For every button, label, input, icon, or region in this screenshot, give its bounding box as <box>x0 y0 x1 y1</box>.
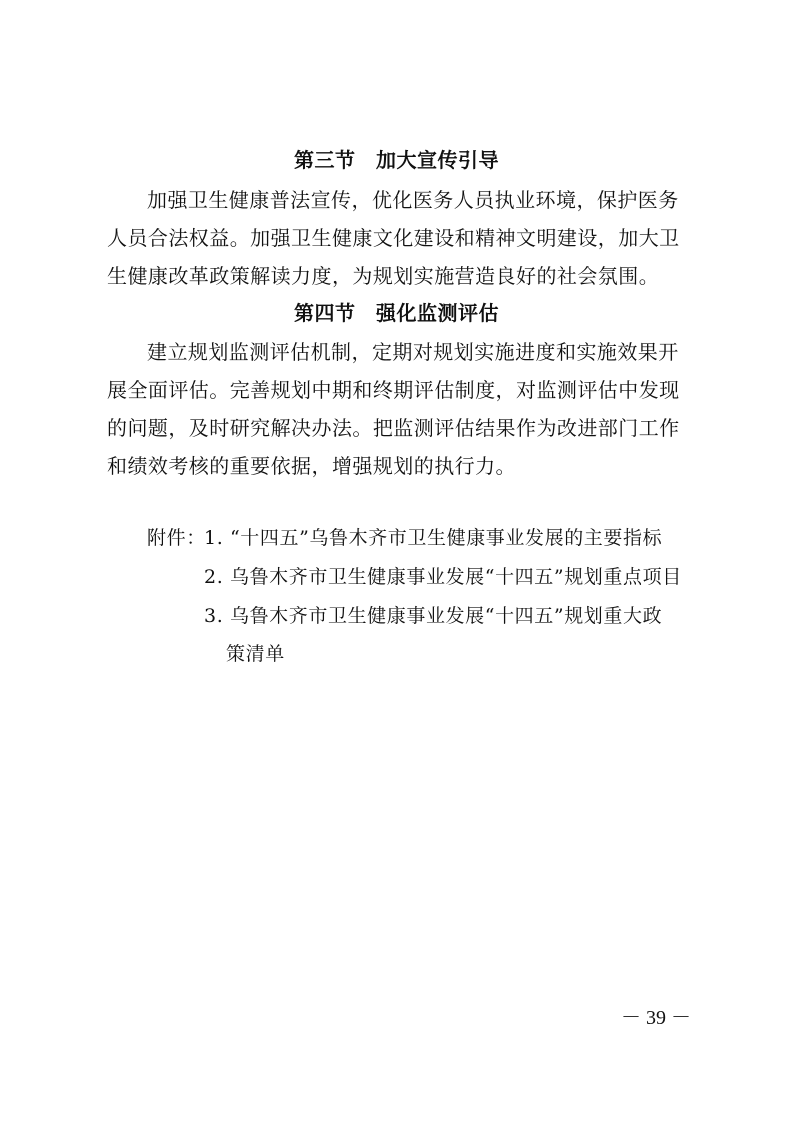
attachments-label: 附件： <box>147 527 206 549</box>
section-3-paragraph-line: 人员合法权益。加强卫生健康文化建设和精神文明建设，加大卫 <box>107 226 680 250</box>
section-3-paragraph-line: 生健康改革政策解读力度，为规划实施营造良好的社会氛围。 <box>107 264 660 288</box>
page-number: － 39 － <box>621 1007 691 1029</box>
attachment-item: 2. 乌鲁木齐市卫生健康事业发展“十四五”规划重点项目 <box>204 566 682 588</box>
section-3-paragraph-line: 加强卫生健康普法宣传，优化医务人员执业环境，保护医务 <box>147 188 679 212</box>
attachment-item: 1. “十四五”乌鲁木齐市卫生健康事业发展的主要指标 <box>204 527 663 549</box>
section-4-paragraph-line: 建立规划监测评估机制，定期对规划实施进度和实施效果开 <box>147 340 679 364</box>
attachment-item: 3. 乌鲁木齐市卫生健康事业发展“十四五”规划重大政 <box>204 605 663 627</box>
section-4-paragraph-line: 和绩效考核的重要依据，增强规划的执行力。 <box>107 454 516 478</box>
section-4-paragraph-line: 的问题，及时研究解决办法。把监测评估结果作为改进部门工作 <box>107 416 680 440</box>
section-4-heading: 第四节 强化监测评估 <box>294 301 499 325</box>
section-4-paragraph-line: 展全面评估。完善规划中期和终期评估制度，对监测评估中发现 <box>107 378 680 402</box>
attachment-item-continuation: 策清单 <box>226 643 285 665</box>
section-3-heading: 第三节 加大宣传引导 <box>294 148 499 172</box>
